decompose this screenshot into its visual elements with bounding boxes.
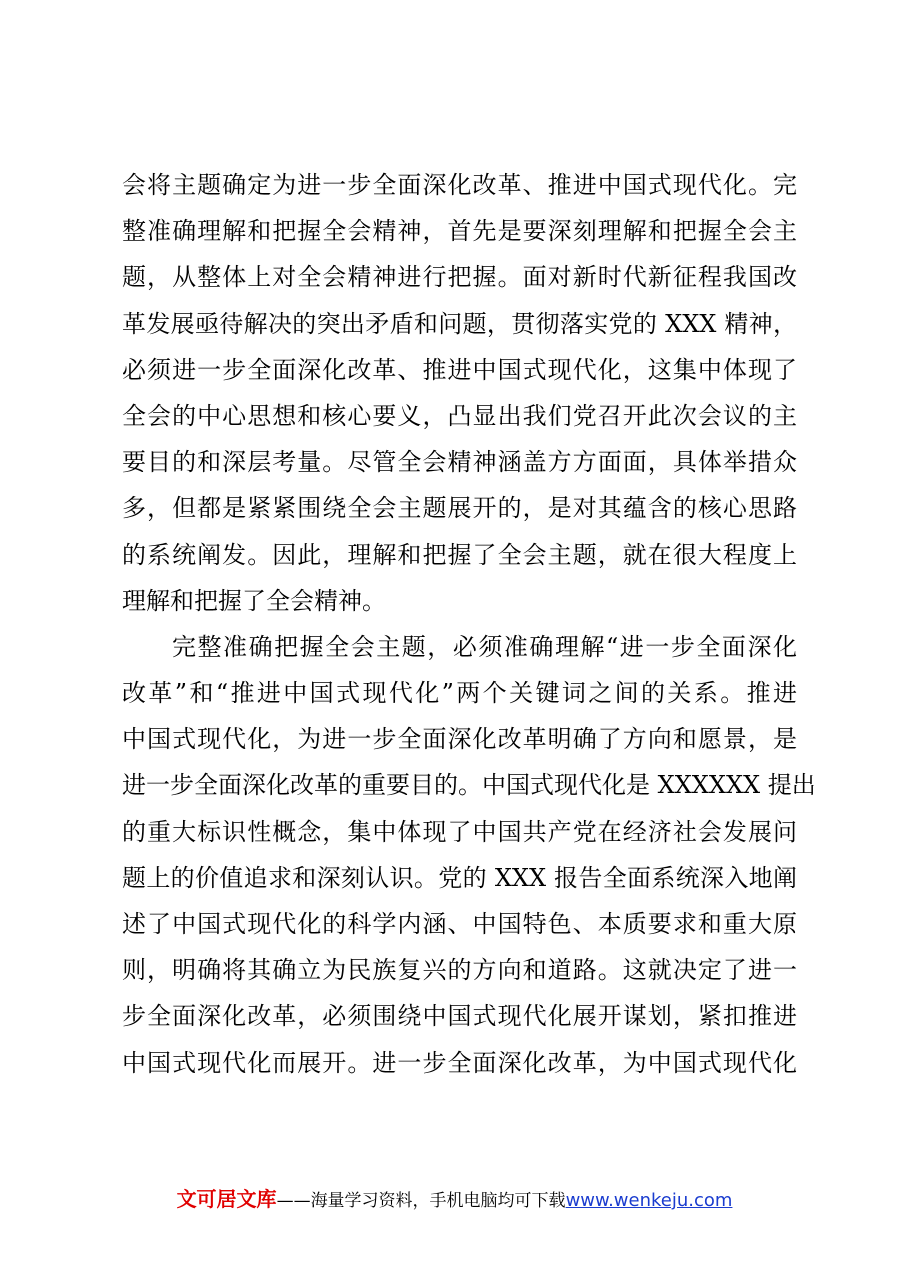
text-line: 述了中国式现代化的科学内涵、中国特色、本质要求和重大原 [122,910,797,938]
text-line: 中国式现代化而展开。进一步全面深化改革，为中国式现代化 [122,1048,797,1077]
text-line: 的系统阐发。因此，理解和把握了全会主题，就在很大程度上 [122,540,797,569]
text-line: 则，明确将其确立为民族复兴的方向和道路。这就决定了进一 [122,956,797,985]
text-line: 要目的和深层考量。尽管全会精神涵盖方方面面，具体举措众 [122,448,797,477]
text-line: 理解和把握了全会精神。 [122,586,386,615]
text-line: 中国式现代化，为进一步全面深化改革明确了方向和愿景，是 [122,725,797,754]
paragraph-2 [122,624,816,1086]
footer-url-link[interactable]: www.wenkeju.com [565,1190,733,1211]
text-line: 完整准确把握全会主题，必须准确理解“进一步全面深化 [172,632,797,661]
text-line: 步全面深化改革，必须围绕中国式现代化展开谋划，紧扣推进 [122,1002,797,1031]
text-line: 必须进一步全面深化改革、推进中国式现代化，这集中体现了 [122,355,797,384]
footer-brand: 文可居文库 [176,1187,277,1211]
text-line: 整准确理解和把握全会精神，首先是要深刻理解和把握全会主 [122,217,797,246]
page-footer [0,1183,909,1213]
text-line: 的重大标识性概念，集中体现了中国共产党在经济社会发展问 [122,817,797,846]
text-line: 题上的价值追求和深刻认识。党的 XXX 报告全面系统深入地阐 [122,863,797,892]
text-line: 题，从整体上对全会精神进行把握。面对新时代新征程我国改 [122,263,797,292]
footer-tagline: ——海量学习资料，手机电脑均可下载 [276,1191,566,1211]
text-line: 革发展亟待解决的突出矛盾和问题，贯彻落实党的 XXX 精神， [122,309,797,338]
body-text [122,162,816,1086]
text-line: 进一步全面深化改革的重要目的。中国式现代化是 XXXXXX 提出 [122,771,816,800]
text-line: 多，但都是紧紧围绕全会主题展开的，是对其蕴含的核心思路 [122,494,797,523]
text-line: 全会的中心思想和核心要义，凸显出我们党召开此次会议的主 [122,401,797,430]
text-line: 改革”和“推进中国式现代化”两个关键词之间的关系。推进 [122,679,797,708]
text-line: 会将主题确定为进一步全面深化改革、推进中国式现代化。完 [122,171,797,199]
paragraph-1 [122,162,797,624]
